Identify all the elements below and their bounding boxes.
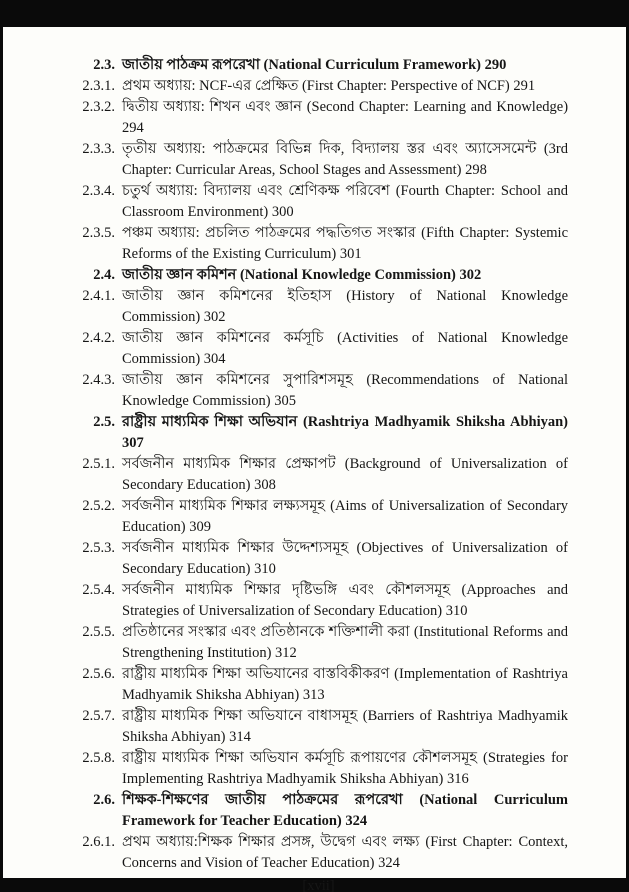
entry-title-bengali: জাতীয় জ্ঞান কমিশনের সুপারিশসমূহ xyxy=(122,372,353,388)
entry-page-number: 314 xyxy=(229,729,251,745)
entry-title-bengali: পঞ্চম অধ্যায়: প্রচলিত পাঠক্রমের পদ্ধতিগত সংস্কার xyxy=(122,225,416,241)
entry-title-bengali: জাতীয় জ্ঞান কমিশনের ইতিহাস xyxy=(122,288,332,304)
entry-title-bengali: রাষ্ট্রীয় মাধ্যমিক শিক্ষা অভিযান কর্মসূচি রূপায়ণের কৌশলসমূহ xyxy=(122,750,477,766)
entry-number: 2.3.2. xyxy=(82,99,115,115)
entry-text xyxy=(122,55,568,76)
toc-entry xyxy=(69,370,568,412)
entry-page-number: 301 xyxy=(339,246,362,262)
entry-title-english: (Institutional Reforms and Strengthening Institution) xyxy=(122,624,569,661)
entry-text xyxy=(122,181,568,223)
toc-list xyxy=(69,55,568,874)
toc-entry xyxy=(69,412,568,454)
entry-text xyxy=(122,538,568,580)
entry-text xyxy=(122,706,568,748)
entry-title-english: (Implementation of Rashtriya Madhyamik Shiksha Abhiyan) xyxy=(122,666,568,703)
entry-number: 2.3.1. xyxy=(82,78,115,94)
toc-entry xyxy=(69,454,568,496)
entry-page-number: 304 xyxy=(203,351,226,367)
entry-number: 2.5.6. xyxy=(82,666,115,682)
entry-page-number: 305 xyxy=(274,393,296,409)
toc-entry xyxy=(69,622,568,664)
entry-number: 2.3.5. xyxy=(82,225,115,241)
entry-text xyxy=(122,412,568,454)
entry-title-bengali: তৃতীয় অধ্যায়: পাঠক্রমের বিভিন্ন দিক, বিদ্যালয় স্তর এবং অ্যাসেসমেন্ট xyxy=(122,141,537,157)
entry-text xyxy=(122,580,568,622)
entry-page-number: 307 xyxy=(122,435,144,451)
entry-title-english: (Background of Universalization of Secondary Education) xyxy=(122,456,569,493)
book-page xyxy=(3,27,626,892)
entry-title-bengali: সর্বজনীন মাধ্যমিক শিক্ষার উদ্দেশ্যসমূহ xyxy=(122,540,349,556)
entry-title-english: (3rd Chapter: Curricular Areas, School Stages and Assessment) xyxy=(122,141,568,178)
entry-title-bengali: জাতীয় জ্ঞান কমিশনের কর্মসূচি xyxy=(122,330,324,346)
entry-text xyxy=(122,664,568,706)
entry-page-number: 312 xyxy=(275,645,297,661)
entry-title-bengali: জাতীয় পাঠক্রম রূপরেখা xyxy=(122,57,260,73)
entry-page-number: 300 xyxy=(271,204,294,220)
entry-title-bengali: রাষ্ট্রীয় মাধ্যমিক শিক্ষা অভিযান xyxy=(122,414,298,430)
entry-page-number: 310 xyxy=(254,561,276,577)
entry-text xyxy=(122,97,568,139)
entry-number: 2.5.5. xyxy=(82,624,115,640)
entry-number: 2.6. xyxy=(93,792,115,808)
entry-number: 2.5.3. xyxy=(82,540,115,556)
entry-title-bengali: সর্বজনীন মাধ্যমিক শিক্ষার লক্ষ্যসমূহ xyxy=(122,498,326,514)
entry-title-english: (First Chapter: Context, Concerns and Vision of Teacher Education) xyxy=(122,834,569,871)
toc-entry xyxy=(69,286,568,328)
entry-page-number: 291 xyxy=(513,78,536,94)
toc-entry xyxy=(69,76,568,97)
entry-number: 2.5. xyxy=(93,414,115,430)
entry-text xyxy=(122,265,568,286)
entry-title-english: (Rashtriya Madhyamik Shiksha Abhiyan) xyxy=(302,414,568,430)
entry-page-number: 310 xyxy=(445,603,468,619)
toc-entry xyxy=(69,580,568,622)
entry-title-english: (Strategies for Implementing Rashtriya Madhyamik Shiksha Abhiyan) xyxy=(122,750,569,787)
entry-title-english: (Fifth Chapter: Systemic Reforms of the Existing Curriculum) xyxy=(122,225,569,262)
entry-number: 2.5.2. xyxy=(82,498,115,514)
entry-text xyxy=(122,454,568,496)
entry-page-number: 290 xyxy=(484,57,507,73)
entry-title-bengali: প্রতিষ্ঠানের সংস্কার এবং প্রতিষ্ঠানকে শক্তিশালী করা xyxy=(122,624,410,640)
entry-title-english: (Barriers of Rashtriya Madhyamik Shiksha Abhiyan) xyxy=(122,708,568,745)
entry-page-number: 294 xyxy=(122,120,144,136)
entry-title-english: (First Chapter: Perspective of NCF) xyxy=(301,78,510,94)
toc-entry xyxy=(69,832,568,874)
entry-number: 2.4.1. xyxy=(82,288,115,304)
entry-title-english: (National Curriculum Framework) xyxy=(263,57,481,73)
toc-entry xyxy=(69,55,568,76)
entry-title-english: (National Curriculum Framework for Teacher Education) xyxy=(122,792,569,829)
entry-number: 2.3. xyxy=(93,57,115,73)
entry-text xyxy=(122,223,568,265)
entry-text xyxy=(122,496,568,538)
entry-page-number: 309 xyxy=(189,519,211,535)
entry-number: 2.3.3. xyxy=(82,141,115,157)
entry-number: 2.5.8. xyxy=(82,750,115,766)
entry-number: 2.5.7. xyxy=(82,708,115,724)
entry-text xyxy=(122,370,568,412)
entry-number: 2.4.2. xyxy=(82,330,115,346)
entry-page-number: 308 xyxy=(254,477,276,493)
entry-title-bengali: প্রথম অধ্যায়: NCF-এর প্রেক্ষিত xyxy=(122,78,299,94)
toc-entry xyxy=(69,790,568,832)
entry-page-number: 316 xyxy=(447,771,469,787)
entry-title-bengali: শিক্ষক-শিক্ষণের জাতীয় পাঠক্রমের রূপরেখা xyxy=(122,792,403,808)
entry-text xyxy=(122,328,568,370)
entry-number: 2.5.4. xyxy=(82,582,115,598)
toc-entry xyxy=(69,664,568,706)
entry-title-english: (Activities of National Knowledge Commission) xyxy=(122,330,568,367)
entry-title-english: (Fourth Chapter: School and Classroom Environment) xyxy=(122,183,568,220)
entry-page-number: 302 xyxy=(203,309,226,325)
entry-page-number: 302 xyxy=(459,267,482,283)
entry-text xyxy=(122,76,568,97)
entry-title-english: (National Knowledge Commission) xyxy=(239,267,456,283)
entry-title-english: (Approaches and Strategies of Universalization of Secondary Education) xyxy=(122,582,569,619)
toc-entry xyxy=(69,181,568,223)
toc-entry xyxy=(69,748,568,790)
toc-entry xyxy=(69,538,568,580)
entry-number: 2.3.4. xyxy=(82,183,115,199)
entry-number: 2.6.1. xyxy=(82,834,115,850)
page-number-footer: [xvii] xyxy=(302,878,335,892)
entry-text xyxy=(122,139,568,181)
entry-number: 2.5.1. xyxy=(82,456,115,472)
entry-page-number: 324 xyxy=(345,813,368,829)
toc-entry xyxy=(69,328,568,370)
toc-entry xyxy=(69,97,568,139)
entry-text xyxy=(122,622,568,664)
entry-title-bengali: রাষ্ট্রীয় মাধ্যমিক শিক্ষা অভিযানে বাধাসমূহ xyxy=(122,708,358,724)
entry-title-english: (Aims of Universalization of Secondary Education) xyxy=(122,498,569,535)
entry-number: 2.4.3. xyxy=(82,372,115,388)
entry-text xyxy=(122,790,568,832)
toc-entry xyxy=(69,139,568,181)
entry-title-english: (Recommendations of National Knowledge Commission) xyxy=(122,372,568,409)
entry-title-bengali: সর্বজনীন মাধ্যমিক শিক্ষার দৃষ্টিভঙ্গি এবং কৌশলসমূহ xyxy=(122,582,451,598)
entry-title-english: (Objectives of Universalization of Secondary Education) xyxy=(122,540,568,577)
entry-text xyxy=(122,832,568,874)
toc-entry xyxy=(69,265,568,286)
entry-text xyxy=(122,748,568,790)
toc-entry xyxy=(69,223,568,265)
entry-title-bengali: সর্বজনীন মাধ্যমিক শিক্ষার প্রেক্ষাপট xyxy=(122,456,336,472)
toc-entry xyxy=(69,706,568,748)
entry-title-bengali: প্রথম অধ্যায়:শিক্ষক শিক্ষার প্রসঙ্গ, উদ্বেগ এবং লক্ষ্য xyxy=(122,834,420,850)
entry-page-number: 298 xyxy=(465,162,487,178)
entry-number: 2.4. xyxy=(93,267,115,283)
entry-page-number: 313 xyxy=(302,687,325,703)
entry-title-bengali: জাতীয় জ্ঞান কমিশন xyxy=(122,267,237,283)
entry-title-bengali: চতুর্থ অধ্যায়: বিদ্যালয় এবং শ্রেণিকক্ষ পরিবেশ xyxy=(122,183,390,199)
entry-page-number: 324 xyxy=(378,855,400,871)
entry-title-bengali: রাষ্ট্রীয় মাধ্যমিক শিক্ষা অভিযানের বাস্তবিকীকরণ xyxy=(122,666,390,682)
entry-text xyxy=(122,286,568,328)
entry-title-english: (Second Chapter: Learning and Knowledge) xyxy=(306,99,569,115)
toc-entry xyxy=(69,496,568,538)
entry-title-bengali: দ্বিতীয় অধ্যায়: শিখন এবং জ্ঞান xyxy=(122,99,302,115)
entry-title-english: (History of National Knowledge Commission) xyxy=(122,288,569,325)
